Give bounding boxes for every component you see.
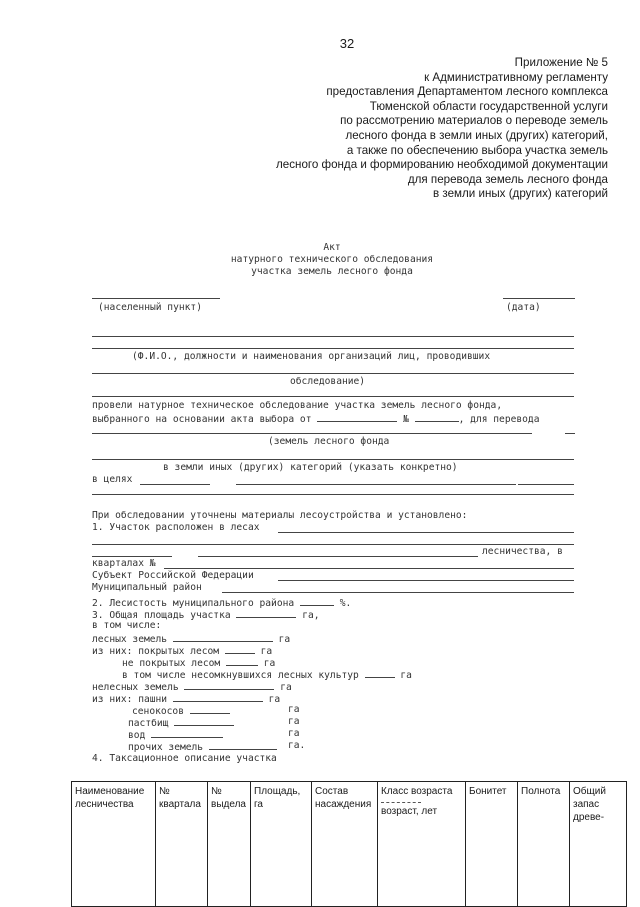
forest-cover-field[interactable] — [300, 596, 334, 606]
act-subtitle: участка земель лесного фонда — [251, 266, 413, 277]
category-label: в земли иных (других) категорий (указать конкретно) — [163, 462, 458, 473]
annex-line: Приложение № 5 — [514, 56, 608, 69]
clarified-text: При обследовании уточнены материалы лесоустройства и установлено: — [92, 510, 468, 521]
ha-unit: га — [280, 682, 292, 693]
annex-line: к Административному регламенту — [424, 70, 608, 84]
body-text: провели натурное техническое обследование участка земель лесного фонда, — [92, 400, 503, 411]
table-header-cell: № выдела — [208, 782, 251, 907]
purpose-label: в целях — [92, 474, 133, 485]
annex-line: в земли иных (других) категорий — [433, 187, 608, 201]
covered-label: из них: покрытых лесом — [92, 646, 220, 657]
annex-header — [276, 56, 608, 202]
forest-land-field[interactable] — [173, 632, 273, 642]
nonforest-label: нелесных земель — [92, 682, 179, 693]
annex-line: предоставления Департаментом лесного комплекса — [326, 85, 608, 99]
forests-field[interactable] — [92, 544, 574, 545]
purpose-field[interactable] — [92, 494, 574, 495]
total-area-field[interactable] — [236, 608, 296, 618]
ha-unit: га — [278, 634, 291, 645]
item-1: 1. Участок расположен в лесах — [92, 522, 260, 533]
not-covered-label: не покрытых лесом — [122, 658, 221, 669]
act-title: Акт — [323, 242, 341, 253]
other-field[interactable] — [209, 740, 277, 750]
body-text: выбранного на основании акта выбора от — [92, 414, 312, 425]
number-sign: № — [403, 414, 409, 425]
pastures-label: пастбищ — [128, 718, 169, 729]
persons-field[interactable] — [92, 373, 574, 374]
item-2-label: 2. Лесистость муниципального района — [92, 598, 295, 609]
forests-field[interactable] — [278, 532, 574, 533]
hayfields-label: сенокосов — [132, 706, 184, 717]
forest-land-label: лесных земель — [92, 634, 168, 645]
table-header-row — [72, 782, 627, 907]
page-number: 32 — [339, 36, 355, 51]
age-class-label: Класс возраста — [381, 786, 453, 797]
persons-label: (Ф.И.О., должности и наименования организаций лиц, проводивших — [132, 351, 491, 362]
ha-unit: га — [288, 728, 300, 739]
annex-line: Тюменской области государственной услуги — [369, 99, 608, 113]
not-covered-field[interactable] — [226, 656, 258, 666]
body-text — [92, 412, 540, 426]
table-header-cell: Наименование лесничества — [72, 782, 156, 907]
quarters-field[interactable] — [164, 568, 574, 569]
unclosed-field[interactable] — [365, 668, 395, 678]
ha-unit: га, — [302, 610, 320, 621]
ha-unit: га — [263, 658, 276, 669]
unclosed-label: в том числе несомкнувшихся лесных культур — [122, 670, 359, 681]
ha-unit: га. — [288, 740, 306, 751]
including-label: в том числе: — [92, 620, 162, 631]
annex-line: а также по обеспечению выбора участка земель — [346, 143, 608, 157]
water-field[interactable] — [151, 728, 223, 738]
body-text: , для перевода — [458, 414, 540, 425]
table-header-cell: Бонитет — [466, 782, 518, 907]
place-field[interactable] — [92, 298, 220, 299]
persons-field[interactable] — [92, 336, 574, 337]
ha-unit: га — [260, 646, 273, 657]
annex-line: по рассмотрению материалов о переводе земель — [340, 114, 608, 128]
date-label: (дата) — [506, 302, 541, 313]
forestry-field[interactable] — [198, 556, 478, 557]
annex-line: для перевода земель лесного фонда — [407, 172, 608, 186]
text-field[interactable] — [92, 396, 574, 397]
annex-line: лесного фонда и формированию необходимой документации — [276, 158, 608, 172]
age-label: возраст, лет — [381, 806, 438, 817]
text-field[interactable] — [565, 433, 575, 434]
purpose-field[interactable] — [518, 484, 574, 485]
district-field[interactable] — [222, 592, 574, 593]
subject-field[interactable] — [278, 580, 574, 581]
other-label: прочих земель — [128, 742, 204, 753]
arable-field[interactable] — [173, 692, 263, 702]
table-header-cell: № квартала — [156, 782, 208, 907]
hayfields-field[interactable] — [190, 704, 230, 714]
purpose-field[interactable] — [140, 484, 210, 485]
persons-field[interactable] — [92, 348, 574, 349]
ha-unit: га — [268, 694, 281, 705]
table-header-cell: Полнота — [518, 782, 570, 907]
text-field[interactable] — [92, 433, 532, 434]
other-row — [128, 740, 277, 754]
purpose-field[interactable] — [236, 484, 516, 485]
subject-label: Субъект Российской Федерации — [92, 570, 254, 581]
percent-unit: %. — [339, 598, 352, 609]
annex-line: лесного фонда в земли иных (других) категорий, — [345, 128, 608, 142]
district-label: Муниципальный район — [92, 582, 202, 593]
item-4: 4. Таксационное описание участка — [92, 753, 277, 764]
date-field[interactable] — [503, 298, 575, 299]
ha-unit: га — [288, 716, 300, 727]
persons-label: обследование) — [290, 376, 366, 387]
text-field[interactable] — [92, 459, 574, 460]
table-header-cell — [378, 782, 466, 907]
table-header-cell: Площадь, га — [251, 782, 312, 907]
place-label: (населенный пункт) — [98, 302, 202, 313]
table-header-cell: Состав насаждения — [312, 782, 378, 907]
forestry-suffix: лесничества, в — [482, 546, 563, 557]
water-label: вод — [128, 730, 146, 741]
quarters-label: кварталах № — [92, 558, 156, 569]
ha-unit: га — [400, 670, 412, 681]
table-header-cell: Общий запас древе- — [570, 782, 627, 907]
divider — [381, 802, 421, 803]
item-3-label: 3. Общая площадь участка — [92, 610, 231, 621]
act-subtitle: натурного технического обследования — [230, 254, 434, 265]
act-number-field[interactable] — [415, 412, 459, 422]
forestry-field[interactable] — [92, 556, 172, 557]
act-date-field[interactable] — [317, 412, 397, 422]
pastures-field[interactable] — [174, 716, 234, 726]
ha-unit: га — [288, 704, 300, 715]
covered-field[interactable] — [225, 644, 255, 654]
nonforest-field[interactable] — [184, 680, 274, 690]
taxation-table — [71, 781, 627, 907]
arable-label: из них: пашни — [92, 694, 168, 705]
lands-label: (земель лесного фонда — [268, 436, 390, 447]
